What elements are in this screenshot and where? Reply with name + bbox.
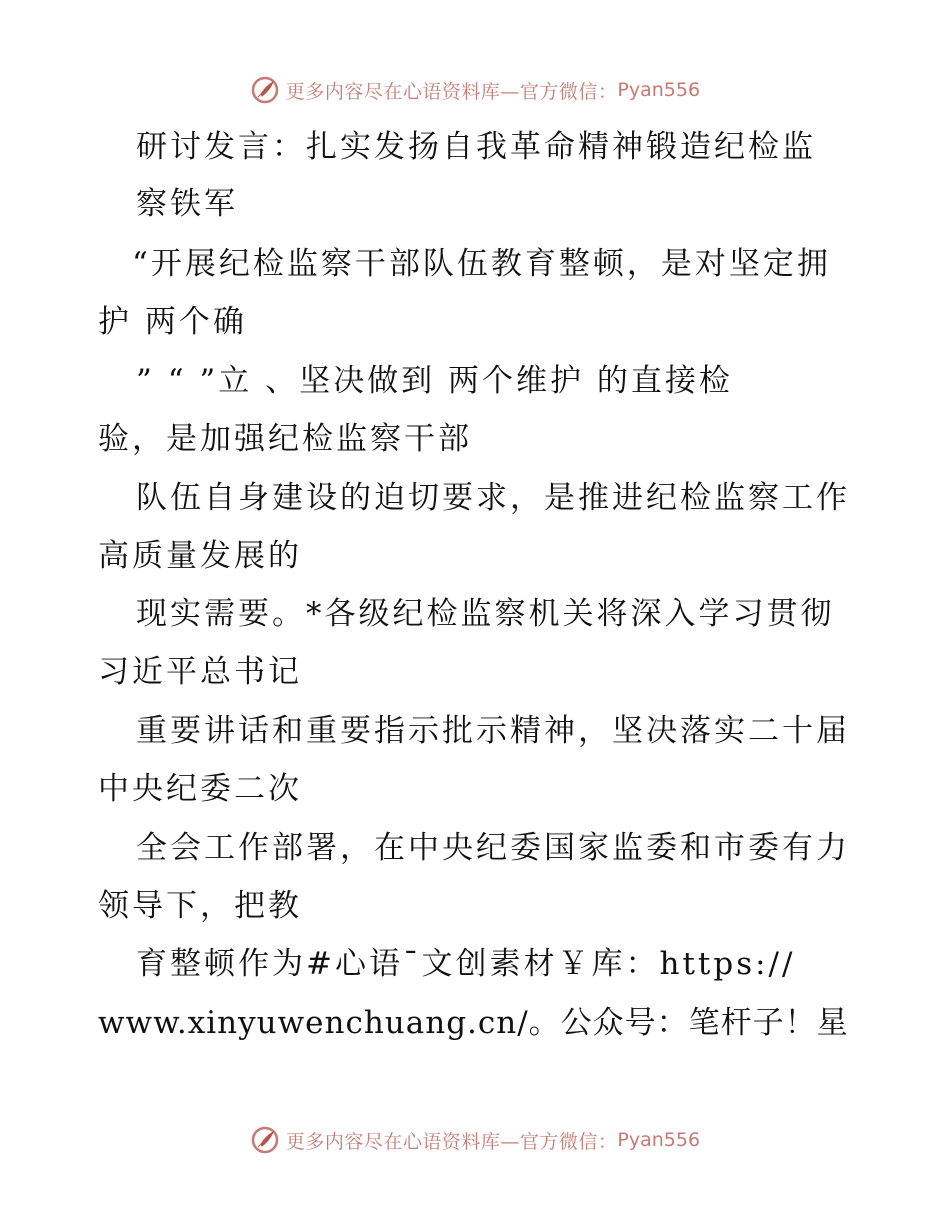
paragraph-line: 领导下，把教 [98, 888, 302, 924]
quill-logo-icon [250, 1125, 280, 1155]
paragraph-line: 现实需要。*各级纪检监察机关将深入学习贯彻 [136, 596, 835, 632]
paragraph-line: 全会工作部署，在中央纪委国家监委和市委有力 [136, 830, 850, 866]
footer-watermark [0, 1122, 950, 1158]
watermark-text: 更多内容尽在心语资料库—官方微信： [285, 1130, 618, 1153]
paragraph-line: 高质量发展的 [98, 538, 302, 574]
header-watermark [0, 72, 950, 108]
watermark-id: Pyan556 [617, 1129, 701, 1151]
paragraph-line: www.xinyuwenchuang.cn/。公众号：笔杆子！星 [98, 1005, 849, 1041]
paragraph-line: ” “ ”立 、坚决做到 两个维护 的直接检 [136, 363, 733, 399]
watermark-text: 更多内容尽在心语资料库—官方微信： [285, 80, 618, 103]
paragraph-line: 护 两个确 [98, 304, 247, 340]
paragraph-line: 验，是加强纪检监察干部 [98, 421, 472, 457]
paragraph-line: 习近平总书记 [98, 654, 302, 690]
paragraph-line: “开展纪检监察干部队伍教育整顿，是对坚定拥 [132, 246, 831, 282]
paragraph-line: 育整顿作为#心语¯文创素材￥库：https:// [136, 946, 796, 982]
title-line-2: 察铁军 [136, 186, 238, 222]
quill-logo-icon [250, 75, 280, 105]
paragraph-line: 队伍自身建设的迫切要求，是推进纪检监察工作 [136, 480, 850, 516]
watermark-id: Pyan556 [617, 79, 701, 101]
title-line-1: 研讨发言：扎实发扬自我革命精神锻造纪检监 [136, 129, 816, 165]
paragraph-line: 中央纪委二次 [98, 771, 302, 807]
paragraph-line: 重要讲话和重要指示批示精神，坚决落实二十届 [136, 713, 850, 749]
